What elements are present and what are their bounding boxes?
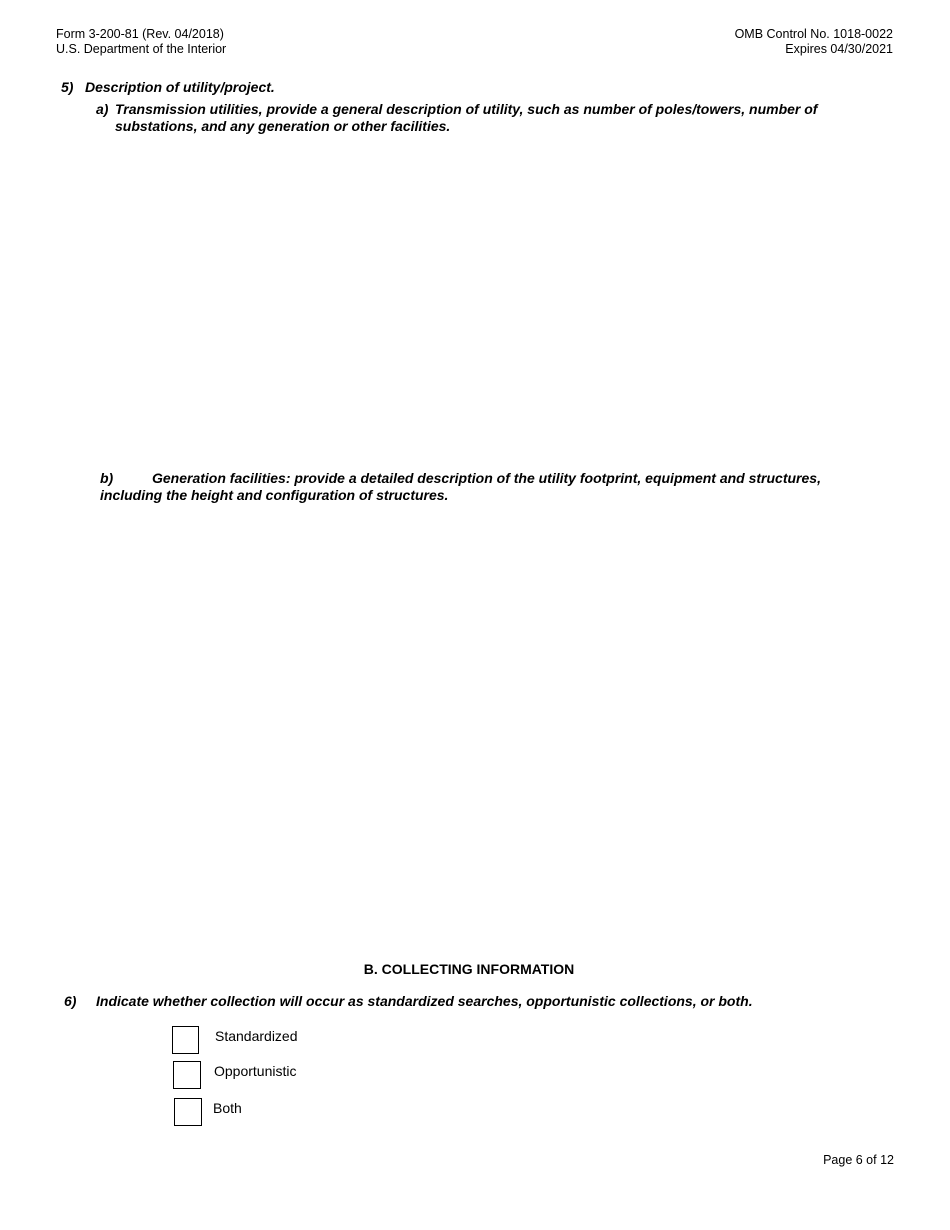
omb-control-number: OMB Control No. 1018-0022 [734,27,893,41]
section-b-heading: B. COLLECTING INFORMATION [363,961,575,977]
question-6-number: 6) [64,993,77,1009]
standardized-checkbox[interactable] [172,1026,199,1054]
form-header-right [735,27,893,57]
question-6-text: Indicate whether collection will occur as standardized searches, opportunistic collections, or both. [96,993,753,1009]
question-5b-label: b) [100,470,114,486]
department-name: U.S. Department of the Interior [56,42,227,56]
question-5b-body: Generation facilities: provide a detailed description of the utility footprint, equipment and structures, including the height and configuration of structures. [100,470,821,503]
both-label: Both [213,1100,242,1116]
standardized-label: Standardized [215,1028,298,1044]
question-5-title: Description of utility/project. [85,79,275,95]
question-5a-response-area[interactable] [100,140,860,460]
question-5a-text: Transmission utilities, provide a general description of utility, such as number of poles/towers, number of substations, and any generation or other facilities. [115,101,818,134]
question-5a-label: a) [96,101,109,117]
question-5b-response-area[interactable] [100,510,860,950]
form-header-left [56,27,226,57]
page-number: Page 6 of 12 [823,1153,894,1167]
question-5-number: 5) [61,79,74,95]
opportunistic-checkbox[interactable] [173,1061,201,1089]
expiration-date: Expires 04/30/2021 [785,42,893,56]
opportunistic-label: Opportunistic [214,1063,297,1079]
question-5b-text [100,470,840,504]
form-number: Form 3-200-81 (Rev. 04/2018) [56,27,224,41]
both-checkbox[interactable] [174,1098,202,1126]
